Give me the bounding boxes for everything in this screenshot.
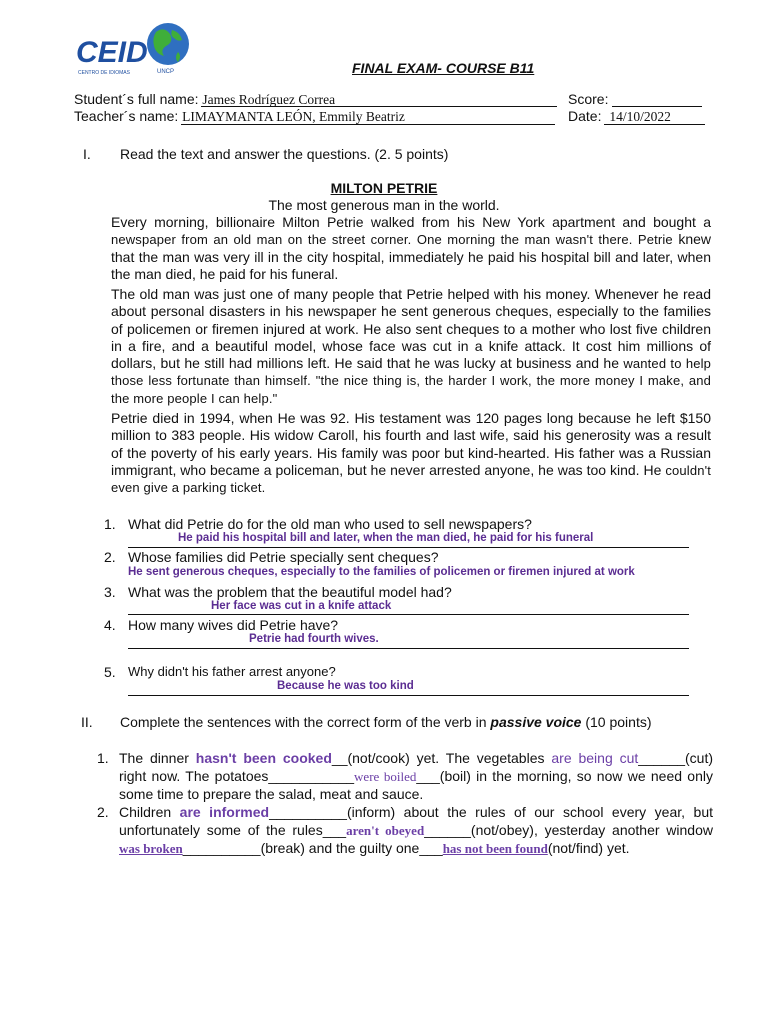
paragraph-1-part-b: newspaper from an old man on the street corner. One morning the man wasn't there. Petrie [111, 232, 673, 248]
paragraph-1-part-a: Every morning, billionaire Milton Petrie walked from his New York apartment and bought a [111, 214, 711, 230]
student-label: Student´s full name: [74, 91, 199, 107]
section-2-instruction-a: Complete the sentences with the correct form of the verb in [120, 714, 491, 730]
question-1-text: What did Petrie do for the old man who used to sell newspapers? [128, 516, 532, 532]
student-name-line [201, 106, 557, 107]
passive-item-1 [119, 750, 713, 803]
teacher-label: Teacher´s name: [74, 108, 179, 124]
section-2-instruction-emphasis: passive voice [490, 714, 582, 730]
question-4-answer: Petrie had fourth wives. [249, 633, 379, 645]
item-2-text-4: __________(break) and the guilty one___ [182, 839, 443, 856]
text-title-label: MILTON PETRIE [330, 180, 438, 196]
section-2-instruction [120, 714, 652, 730]
item-1-fill-2: are being cut [551, 750, 639, 766]
paragraph-2-part-b: wanted to help those less fortunate than himself. "the nice thing is, the harder I work, the more money I make, and the more people I can help." [111, 356, 711, 406]
logo-badge: UNCP [157, 69, 175, 75]
score-label: Score: [568, 91, 609, 107]
question-1-number: 1. [104, 516, 116, 532]
score-line [612, 106, 702, 107]
question-4-number: 4. [104, 617, 116, 633]
question-1-answer-line [128, 547, 689, 548]
paragraph-3-part-a: Petrie died in 1994, when He was 92. His testament was 120 pages long because he left $150 million to 383 people. His widow Caroll, his fourth and last wife, said his generosity was a result of the poverty of his early years. His family was poor but kind-hearted. His father was a Russian immigrant, who became a policeman, but he never arrested anyone, he was too kind. He [111, 410, 711, 478]
paragraph-3-part-b: couldn't even give a parking ticket. [111, 462, 711, 496]
question-3-answer: Her face was cut in a knife attack [211, 600, 392, 612]
question-5-answer: Because he was too kind [277, 680, 414, 692]
question-4-text: How many wives did Petrie have? [128, 617, 339, 633]
question-3-answer-line [128, 614, 689, 615]
section-1-numeral: I. [83, 146, 91, 162]
item-1-number: 1. [97, 750, 109, 766]
question-4-answer-line [128, 648, 689, 649]
question-5-number: 5. [104, 664, 116, 680]
logo-subtext: CENTRO DE IDIOMAS [78, 70, 130, 76]
date-label: Date: [568, 108, 602, 124]
item-2-fill-2: aren't obeyed [346, 822, 425, 838]
item-2-text-5: (not/find) yet. [547, 839, 630, 856]
item-2-fill-3: was broken [119, 840, 183, 856]
question-5-text: Why didn't his father arrest anyone? [128, 664, 336, 679]
item-1-text-1: The dinner [119, 750, 196, 766]
paragraph-2-part-a: The old man was just one of many people that Petrie helped with his money. Whenever he read about personal disasters in his newspaper he sent generous cheques, especially to the families of policemen or firemen injured at work. He also sent cheques to a mother who lost five children in a fire, and a beautiful model, whose face was cut in a knife attack. It cost him millions of dollars, but he still had millions left. He said that he was lucky at business and he [111, 286, 711, 372]
reading-paragraph-2 [111, 286, 711, 407]
date-value: 14/10/2022 [609, 109, 671, 124]
question-1-answer: He paid his hospital bill and later, when the man died, he paid for his funeral [178, 532, 594, 544]
text-title [0, 180, 768, 196]
teacher-name-line [181, 124, 555, 125]
student-name-value: James Rodríguez Correa [202, 92, 336, 107]
date-row [568, 108, 671, 125]
date-line [604, 124, 705, 125]
question-2-number: 2. [104, 549, 116, 565]
item-1-fill-1: hasn't been cooked [195, 750, 332, 766]
text-subtitle [0, 197, 768, 213]
passive-item-2 [119, 804, 713, 857]
question-5-answer-line [128, 695, 689, 696]
item-1-text-3: ______(cut) right now. The potatoes___________ [119, 750, 714, 784]
item-1-text-2: __(not/cook) yet. The vegetables [331, 750, 552, 766]
item-1-text-4: ___(boil) in the morning, so now we need only some time to prepare the salad, meat and sauce. [119, 767, 713, 802]
item-2-text-1: Children [119, 804, 180, 820]
question-3-number: 3. [104, 584, 116, 600]
item-2-text-3: ______(not/obey), yesterday another window [424, 821, 713, 838]
text-subtitle-label: The most generous man in the world. [268, 197, 500, 213]
ceid-logo [74, 22, 198, 78]
section-2-numeral: II. [81, 714, 93, 730]
item-2-fill-4: has not been found [442, 840, 548, 856]
section-2-instruction-c: (10 points) [581, 714, 652, 730]
item-2-number: 2. [97, 804, 109, 820]
question-2-answer: He sent generous cheques, especially to the families of policemen or firemen injured at work [128, 566, 635, 578]
reading-paragraph-1 [111, 214, 711, 283]
teacher-row [74, 108, 405, 125]
item-1-fill-3: were boiled [354, 768, 417, 784]
item-2-fill-1: are informed [179, 804, 270, 820]
logo-text: CEID [76, 36, 148, 69]
teacher-name-value: LIMAYMANTA LEÓN, Emmily Beatriz [182, 109, 405, 124]
exam-title: FINAL EXAM- COURSE B11 [352, 60, 535, 76]
section-1-instruction: Read the text and answer the questions. (2. 5 points) [120, 146, 449, 162]
globe-logo-icon [74, 22, 198, 78]
reading-paragraph-3 [111, 410, 711, 496]
question-3-text: What was the problem that the beautiful model had? [128, 584, 452, 600]
paragraph-1-part-c: knew that the man was very ill in the city hospital, immediately he paid his hospital bill and later, when the man died, he paid for his funeral. [111, 231, 711, 282]
score-row [568, 91, 608, 107]
item-2-text-2: __________(inform) about the rules of our school every year, but unfortunately some of the rules___ [119, 804, 713, 838]
question-2-text: Whose families did Petrie specially sent cheques? [128, 549, 439, 565]
